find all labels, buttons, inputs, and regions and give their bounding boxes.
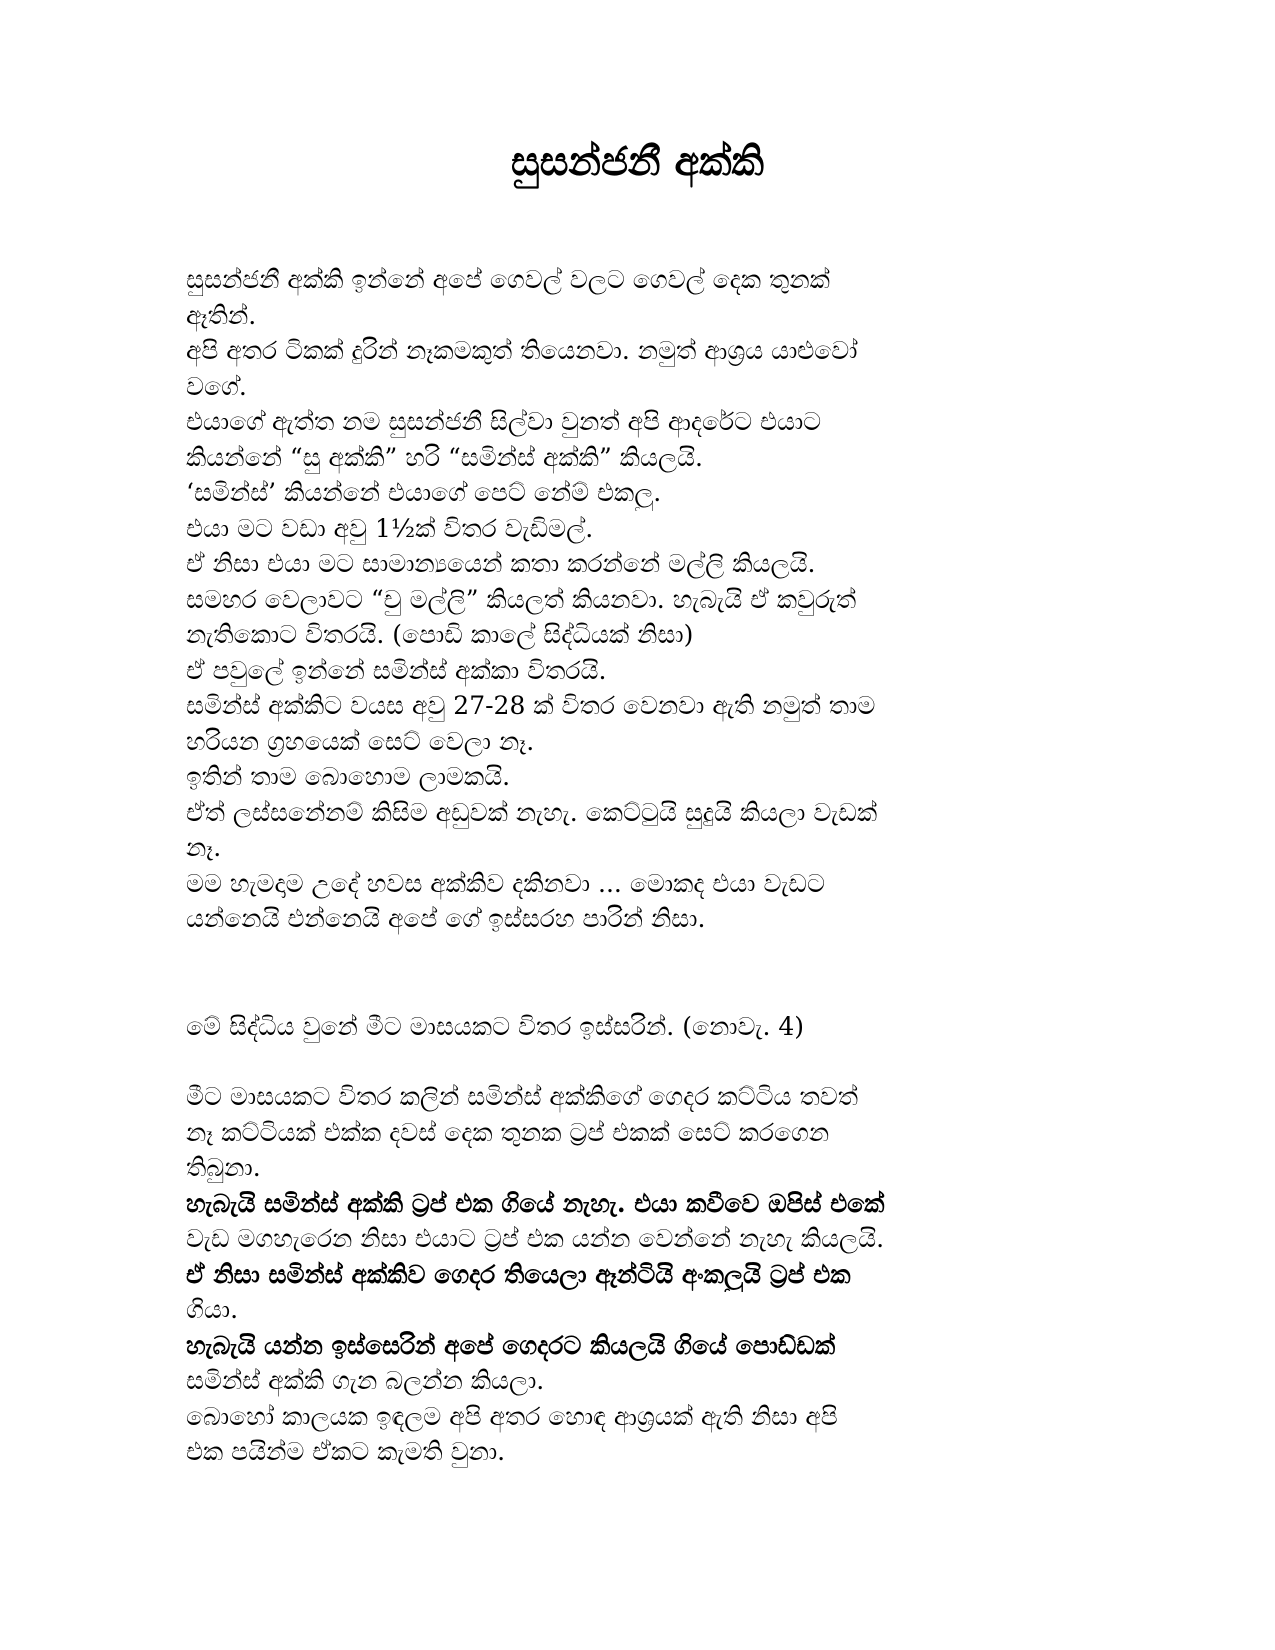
- paragraph-gap: [186, 1044, 1086, 1079]
- text-line: මේ සිද්ධිය වුනේ මීට මාසයකට විතර ඉස්සරින්. (නොවැ. 4): [186, 1011, 805, 1041]
- text-line: ඒ නිසා සමින්ස් අක්කිව ගෙදර තියෙලා ඈන්ටියි අංකලුයි ට්‍රප් එක: [186, 1259, 851, 1289]
- text-line: ගියා.: [186, 1295, 239, 1324]
- story-body: [186, 262, 1086, 1470]
- text-line: නෑ.: [186, 833, 222, 862]
- text-line: තිබුනා.: [186, 1153, 261, 1182]
- text-line: යන්නෙයි එන්නෙයි අපේ ගේ ඉස්සරහ පාරින් නිසා.: [186, 904, 706, 933]
- page-title: සුසන්ජනී අක්කි: [510, 138, 765, 185]
- text-line: නැතිකොට විතරයි. (පොඩි කාලේ සිද්ධියක් නිසා): [186, 620, 694, 649]
- paragraph-date-note: [186, 1009, 1086, 1045]
- text-line: ‘සමින්ස්’ කියන්නේ එයාගේ පෙට් නේම් එකලු.: [186, 478, 662, 507]
- text-line: බොහෝ කාලයක ඉඳලම අපි අතර හොඳ ආශ්‍රයක් ඇති නිසා අපි: [186, 1401, 838, 1431]
- text-line: හැබැයි සමින්ස් අක්කි ට්‍රප් එක ගියේ නැහැ. එයා කවීවෙ ඔපිස් එකේ: [186, 1188, 885, 1218]
- text-line: සමින්ස් අක්කිට වයස අවු 27-28 ක් විතර වෙනවා ඇති නමුත් තාම: [186, 691, 876, 720]
- paragraph-gap: [186, 937, 1086, 1009]
- text-line: කියන්නේ “සු අක්කි” හරි “සමින්ස් අක්කි” කියලයි.: [186, 442, 703, 472]
- text-line: නෑ කට්ටියක් එක්ක දවස් දෙක තුනක ට්‍රප් එකක් සෙට් කරගෙන: [186, 1117, 830, 1147]
- text-line: ඉතින් තාම බොහොම ලාමකයි.: [186, 762, 511, 791]
- paragraph-intro: [186, 262, 1086, 937]
- text-line: ඒ පවුලේ ඉන්නේ සමින්ස් අක්කා විතරයි.: [186, 655, 607, 685]
- text-line: මම හැමදාම උදේ හවස අක්කිව දකිනවා ... මොකද එයා වැඩට: [186, 868, 825, 898]
- text-line: මීට මාසයකට විතර කලින් සමින්ස් අක්කිගේ ගෙදර කට්ටිය තවත්: [186, 1082, 859, 1111]
- text-line: හැබැයි යන්න ඉස්සෙරින් අපේ ගෙදරට කියලයි ගියේ පොඩ්ඩක්: [186, 1330, 836, 1360]
- text-line: අපි අතර ටිකක් දුරින් නෑකමකුත් තියෙනවා. නමුත් ආශ්‍රය යාළුවෝ: [186, 336, 858, 365]
- text-line: එක පයින්ම ඒකට කැමති වුනා.: [186, 1437, 506, 1466]
- text-line: එයාගේ ඇත්ත නම සුසන්ජනී සිල්වා වුනත් අපි ආදරේට එයාට: [186, 407, 822, 436]
- text-line: සමහර වෙලාවට “චු මල්ලි” කියලත් කියනවා. හැබැයි ඒ කවුරුත්: [186, 584, 857, 614]
- text-line: එයා මට වඩා අවු 1½ක් විතර වැඩිමල්.: [186, 513, 594, 543]
- text-line: හරියන ග්‍රහයෙක් සෙට් වෙලා නෑ.: [186, 726, 535, 756]
- text-line: වැඩ මගහැරෙන නිසා එයාට ට්‍රප් එක යන්න වෙන්නේ නැහැ කියලයි.: [186, 1224, 885, 1253]
- text-line: සමින්ස් අක්කි ගැන බලන්න කියලා.: [186, 1366, 545, 1395]
- paragraph-story: [186, 1079, 1086, 1470]
- text-line: ඒත් ලස්සනේනම් කිසිම අඩුවක් නැහැ. කෙට්ටුයි සුදුයි කියලා වැඩක්: [186, 797, 878, 827]
- text-line: සුසන්ජනී අක්කි ඉන්නේ අපේ ගෙවල් වලට ගෙවල් දෙක තුනක්: [186, 265, 830, 294]
- text-line: වගේ.: [186, 371, 247, 401]
- text-line: ඒ නිසා එයා මට සාමාන්‍යයෙන් කතා කරන්නේ මල්ලි කියලයි.: [186, 549, 816, 578]
- text-line: ඈතින්.: [186, 300, 257, 330]
